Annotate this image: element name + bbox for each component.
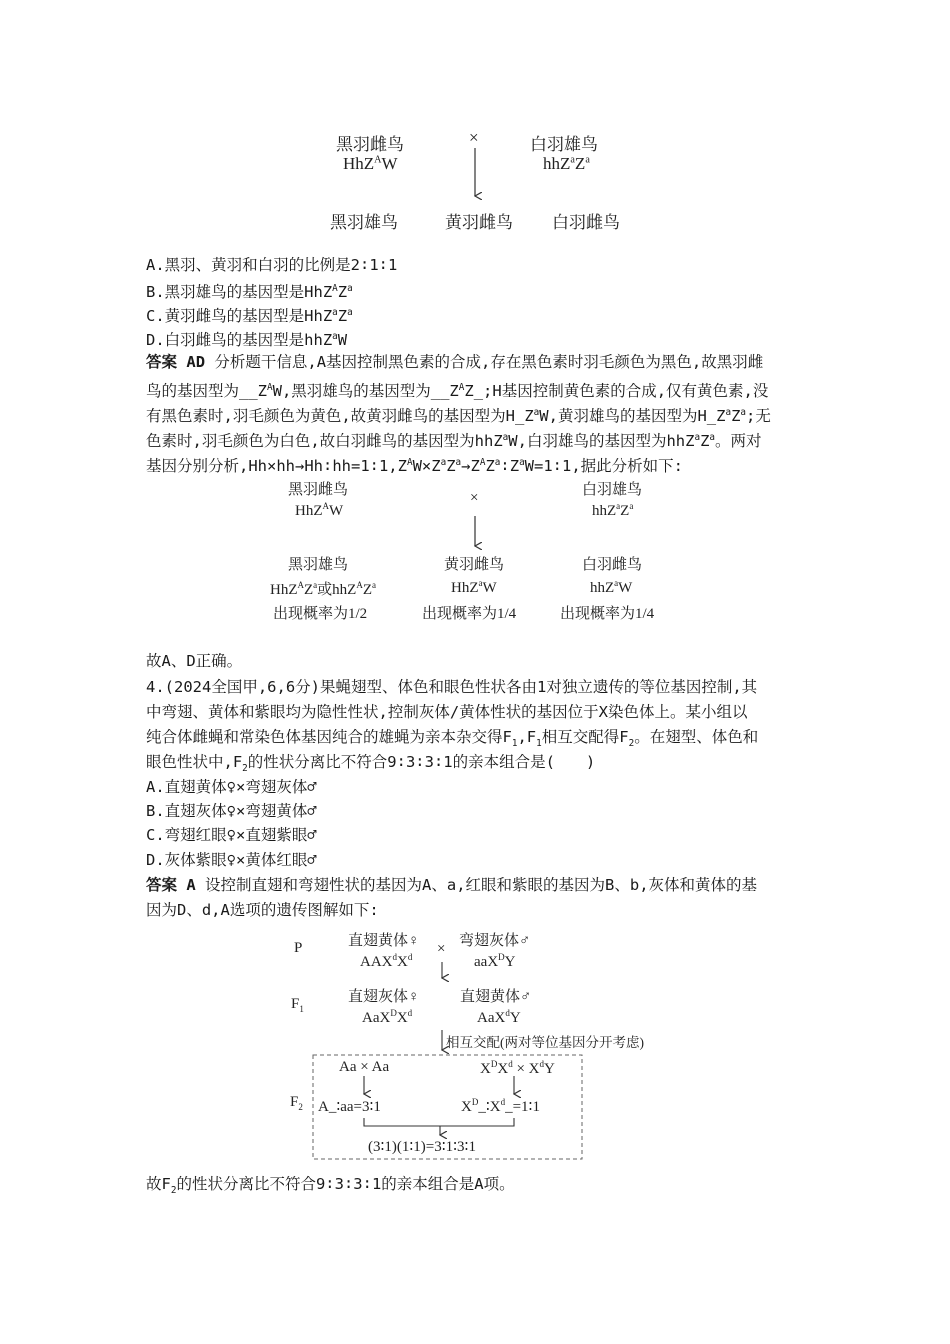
d3-p-male-label: 弯翅灰体♂	[459, 933, 531, 949]
d3-right-cross: $X^DX^d \times X^dY$	[480, 1059, 555, 1077]
q4-explanation-2: 因为D、d,A选项的遗传图解如下:	[146, 901, 379, 919]
cross-symbol: ×	[469, 128, 479, 147]
q3-option-a: A.黑羽、黄羽和白羽的比例是2∶1∶1	[146, 256, 398, 274]
d2-offspring-2-label: 黄羽雌鸟	[444, 557, 505, 573]
q4-stem-2: 中弯翅、黄体和紫眼均为隐性性状,控制灰体/黄体性状的基因位于X染色体上。某小组以	[146, 703, 748, 721]
d3-p-female-label: 直翅黄体♀	[348, 933, 420, 949]
d2-offspring-3-probability: 出现概率为1/4	[560, 606, 655, 622]
offspring-2-label: 黄羽雌鸟	[445, 213, 513, 232]
d3-join-bracket	[364, 1118, 514, 1126]
d2-offspring-1-label: 黑羽雄鸟	[288, 557, 349, 573]
parent-female-label: 黑羽雌鸟	[336, 135, 404, 154]
q3-conclusion: 故A、D正确。	[146, 652, 243, 670]
d2-parent-male-label: 白羽雄鸟	[582, 482, 643, 498]
d2-parent-male-genotype: $hhZ^aZ^a$	[592, 501, 634, 519]
offspring-3-label: 白羽雌鸟	[552, 213, 620, 232]
explanation-text: 设控制直翅和弯翅性状的基因为A、a,红眼和紫眼的基因为B、b,灰体和黄体的基	[205, 876, 758, 894]
answer-label: 答案	[146, 353, 178, 371]
q3-explanation-4: 色素时,羽毛颜色为白色,故白羽雌鸟的基因型为hhZ$^a$W,白羽雄鸟的基因型为$hhZ^aZ^a$。两对	[146, 432, 762, 451]
answer-value: A	[186, 876, 196, 894]
parent-female-genotype: HhZ$^A$W	[343, 154, 398, 173]
q3-explanation-5: 基因分别分析$,Hh\times hh\to Hh∶hh=1∶1,Z^AW\times Z^aZ^a\to Z^AZ^a∶Z^aW=1∶1$,据此分析如下:	[146, 457, 683, 476]
explanation-text: 分析题干信息,A基因控制黑色素的合成,存在黑色素时羽毛颜色为黑色,故黑羽雌	[214, 353, 764, 371]
q3-option-d: D.白羽雌鸟的基因型是hhZ$^a$W	[146, 331, 348, 350]
parent-male-label: 白羽雄鸟	[530, 135, 598, 154]
d2-offspring-1-genotype: $HhZ^AZ^a$或$hhZ^AZ^a$	[270, 580, 377, 598]
d3-f1-female-label: 直翅灰体♀	[348, 989, 420, 1005]
d2-offspring-3-label: 白羽雌鸟	[582, 557, 643, 573]
d3-generation-f1: $F_1$	[291, 996, 304, 1014]
d3-p-female-genotype: $AAX^dX^d$	[360, 952, 413, 970]
d3-left-cross: Aa × Aa	[339, 1059, 390, 1075]
d2-offspring-2-genotype: HhZ$^a$W	[451, 578, 497, 596]
q4-stem-1: 4.(2024全国甲,6,6分)果蝇翅型、体色和眼色性状各由1对独立遗传的等位基因控制,其	[146, 678, 758, 696]
q3-option-c: C.黄羽雌鸟的基因型是$HhZ^aZ^a$	[146, 307, 353, 326]
q3-option-b: B.黑羽雄鸟的基因型是$HhZ^AZ^a$	[146, 283, 353, 302]
answer-value: AD	[186, 353, 206, 371]
answer-label: 答案	[146, 876, 178, 894]
q4-option-a: A.直翅黄体♀×弯翅灰体♂	[146, 778, 317, 796]
d3-f1-female-genotype: $AaX^DX^d$	[362, 1008, 413, 1026]
d3-mating-note: 相互交配(两对等位基因分开考虑)	[446, 1035, 644, 1050]
q4-option-d: D.灰体紫眼♀×黄体红眼♂	[146, 851, 317, 869]
d3-combined-ratio: (3∶1)(1∶1)=3∶1∶3∶1	[368, 1139, 476, 1155]
d2-offspring-1-probability: 出现概率为1/2	[273, 606, 368, 622]
d3-f1-male-label: 直翅黄体♂	[460, 989, 532, 1005]
q4-option-c: C.弯翅红眼♀×直翅紫眼♂	[146, 826, 317, 844]
parent-male-genotype: $hhZ^aZ^a$	[543, 154, 590, 173]
d2-cross-symbol: ×	[470, 490, 479, 506]
d3-f1-male-genotype: AaX$^d$Y	[477, 1008, 521, 1026]
d3-generation-f2: $F_2$	[290, 1094, 303, 1112]
d3-p-male-genotype: aaX$^D$Y	[474, 952, 516, 970]
d3-left-ratio: A_∶aa=3∶1	[318, 1099, 381, 1115]
q3-explanation-3: 有黑色素时,羽毛颜色为黄色,故黄羽雌鸟的基因型为$H\_Z^aW$,黄羽雄鸟的基因型为$H\_Z^aZ^a$;无	[146, 407, 771, 426]
d3-right-ratio: $X^D\_∶X^d\_=1∶1$	[461, 1097, 540, 1115]
d3-generation-p: P	[294, 940, 303, 956]
d2-offspring-3-genotype: hhZ$^a$W	[590, 578, 633, 596]
q4-option-b: B.直翅灰体♀×弯翅黄体♂	[146, 802, 317, 820]
d2-offspring-2-probability: 出现概率为1/4	[422, 606, 517, 622]
q4-conclusion: 故$F_2$的性状分离比不符合9∶3∶3∶1的亲本组合是A项。	[146, 1175, 515, 1197]
q4-stem-3: 纯合体雌蝇和常染色体基因纯合的雄蝇为亲本杂交得$F_1,F_1$相互交配得$F_2$。在翅型、体色和	[146, 728, 759, 750]
d3-f2-box	[313, 1055, 582, 1159]
q3-explanation-2: 鸟的基因型为$\_\_Z^AW$,黑羽雄鸟的基因型为$\_\_Z^AZ\_;H$基因控制黄色素的合成,仅有黄色素,没	[146, 382, 769, 401]
d3-cross-symbol: ×	[437, 941, 446, 957]
d2-parent-female-genotype: HhZ$^A$W	[295, 501, 344, 519]
q4-stem-4: 眼色性状中$,F_2$的性状分离比不符合9∶3∶3∶1的亲本组合是( )	[146, 753, 596, 775]
offspring-1-label: 黑羽雄鸟	[330, 213, 398, 232]
d2-parent-female-label: 黑羽雌鸟	[288, 482, 349, 498]
